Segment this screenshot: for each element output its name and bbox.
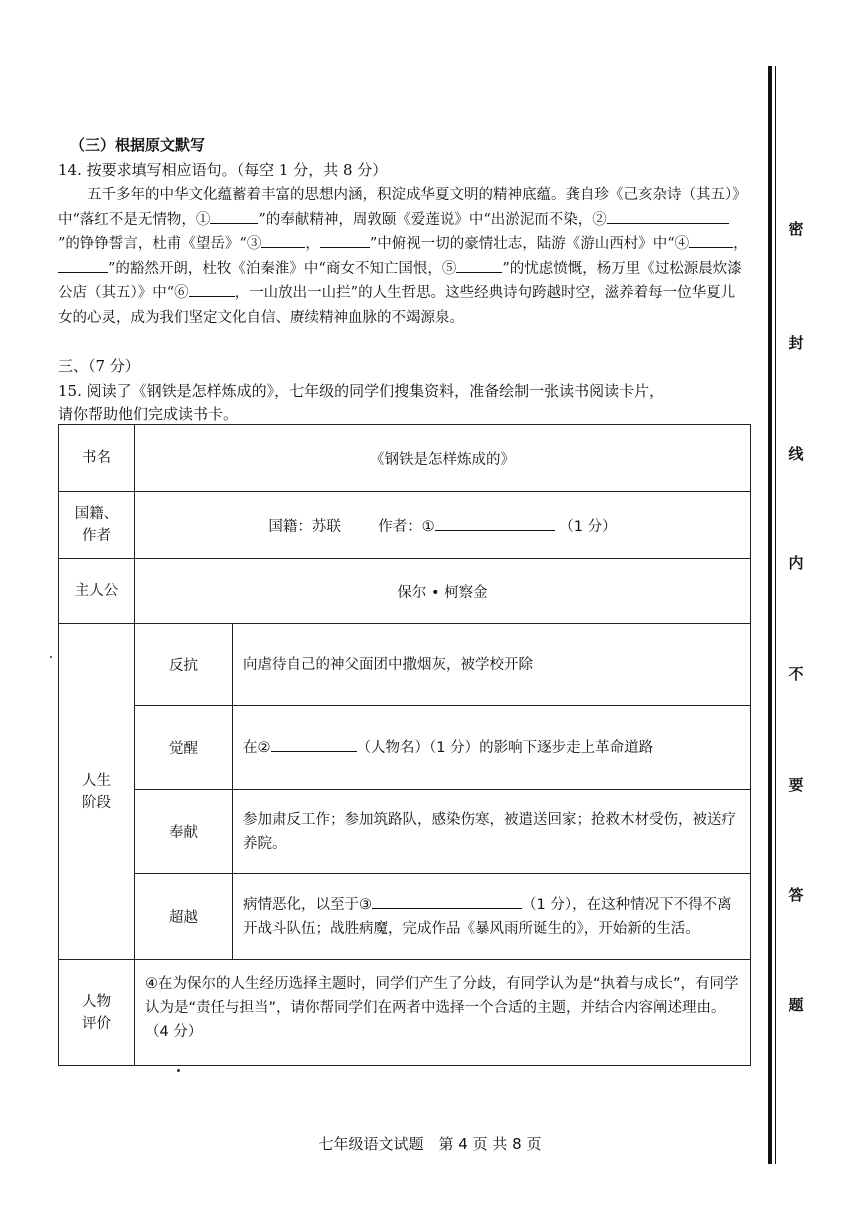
label-line: 作者 <box>82 528 111 544</box>
answer-blank-2[interactable] <box>607 209 729 224</box>
table-row <box>59 960 751 1066</box>
passage-text: 五千多年的中华文化蕴蓄着丰富的思想内涵，积淀成华夏文明的精神底蕴。龚自珍《己亥杂诗（其五）》中“落红不是无情物，① <box>58 187 747 228</box>
label-line: 评价 <box>82 1015 111 1032</box>
answer-blank-4b[interactable] <box>58 258 108 273</box>
label-line: 人生 <box>82 772 111 789</box>
condition-answer-blank[interactable] <box>372 894 522 909</box>
stage-text: 在② <box>243 739 271 756</box>
binding-line <box>768 66 772 1164</box>
answer-blank-4a[interactable] <box>689 233 733 248</box>
stage-text: 病情恶化，以至于③ <box>243 896 372 913</box>
question-14-prompt: 14. 按要求填写相应语句。（每空 1 分，共 8 分） <box>58 161 388 179</box>
passage-text: ”的铮铮誓言，杜甫《望岳》“③ <box>58 236 262 252</box>
author-answer-blank[interactable] <box>435 516 555 531</box>
stage-description <box>233 706 751 790</box>
section-title: （三）根据原文默写 <box>70 136 206 154</box>
scan-speck <box>50 656 52 658</box>
binding-char: 封 <box>788 334 804 352</box>
nationality-author-value <box>135 492 751 559</box>
scan-speck <box>177 1069 180 1072</box>
table-row <box>59 624 751 706</box>
author-score: （1 分） <box>559 518 617 535</box>
stage-description <box>233 874 751 960</box>
stage-name: 反抗 <box>135 624 233 706</box>
passage-text: ”中俯视一切的豪情壮志，陆游《游山西村》中“④ <box>369 236 690 252</box>
book-title-value: 《钢铁是怎样炼成的》 <box>135 425 751 492</box>
stage-text: （1 分），在这种情况下不得不离开战斗队伍；战胜病魔，完成作品《暴风雨所诞生的》，开始新的生活。 <box>243 896 732 937</box>
label-line: 阶段 <box>82 794 111 811</box>
stage-text: （人物名）（1 分）的影响下逐步走上革命道路 <box>356 739 654 756</box>
answer-blank-3b[interactable] <box>320 233 370 248</box>
answer-blank-1[interactable] <box>210 209 258 224</box>
binding-char: 题 <box>788 996 804 1014</box>
character-evaluation-prompt: ④在为保尔的人生经历选择主题时，同学们产生了分歧，有同学认为是“执着与成长”，有同学认为是“责任与担当”，请你帮同学们在两者中选择一个合适的主题，并结合内容阐述理由。（4 分） <box>135 960 751 1066</box>
stage-name: 超越 <box>135 874 233 960</box>
passage-text: ”的忧虑愤慨，杨万里《过松源晨炊漆公店（其五）》中“⑥ <box>58 260 742 301</box>
table-row <box>59 706 751 790</box>
passage-text: ”的奉献精神，周敦颐《爱莲说》中“出淤泥而不染，② <box>258 211 607 228</box>
answer-blank-5[interactable] <box>456 258 502 273</box>
passage-text: ， <box>733 236 748 252</box>
answer-blank-3a[interactable] <box>261 233 305 248</box>
author-prefix: 作者：① <box>378 518 435 535</box>
label-line: 国籍、 <box>74 506 119 522</box>
reading-card-table <box>58 424 751 1066</box>
question-14-passage <box>58 183 748 330</box>
table-row <box>59 425 751 492</box>
binding-line-thin <box>775 66 776 1164</box>
stage-description: 参加肃反工作；参加筑路队，感染伤寒，被遣送回家；抢救木材受伤，被送疗养院。 <box>233 790 751 874</box>
passage-text: ， <box>305 236 320 252</box>
binding-char: 密 <box>788 220 804 238</box>
stage-name: 觉醒 <box>135 706 233 790</box>
character-evaluation-label <box>59 960 135 1066</box>
page-footer: 七年级语文试题 第 4 页 共 8 页 <box>318 1135 542 1153</box>
question-15-prompt-line1: 15. 阅读了《钢铁是怎样炼成的》，七年级的同学们搜集资料，准备绘制一张读书阅读卡片， <box>58 382 665 400</box>
part-title: 三、（7 分） <box>58 357 140 375</box>
book-title-label: 书名 <box>59 425 135 492</box>
life-stage-label <box>59 624 135 960</box>
table-row <box>59 492 751 559</box>
table-row <box>59 790 751 874</box>
nationality-value: 国籍：苏联 <box>268 518 341 535</box>
stage-description: 向虐待自己的神父面团中撒烟灰，被学校开除 <box>233 624 751 706</box>
person-name-blank[interactable] <box>271 737 357 752</box>
binding-char: 答 <box>788 886 804 904</box>
answer-blank-6[interactable] <box>189 282 235 297</box>
binding-char: 要 <box>788 776 804 794</box>
binding-char: 内 <box>788 554 804 572</box>
nationality-author-label <box>59 492 135 559</box>
binding-char: 不 <box>788 665 804 683</box>
question-15-prompt-line2: 请你帮助他们完成读书卡。 <box>58 405 239 423</box>
stage-name: 奉献 <box>135 790 233 874</box>
passage-text: ”的豁然开朗，杜牧《泊秦淮》中“商女不知亡国恨，⑤ <box>108 260 457 277</box>
passage-text: ，一山放出一山拦”的人生哲思。这些经典诗句跨越时空，滋养着每一位华夏儿女的心灵，成为我们坚定文化自信、赓续精神血脉的不竭源泉。 <box>58 285 736 326</box>
table-row <box>59 559 751 624</box>
binding-char: 线 <box>788 445 804 463</box>
protagonist-value: 保尔 • 柯察金 <box>135 559 751 624</box>
table-row <box>59 874 751 960</box>
label-line: 人物 <box>82 993 111 1010</box>
protagonist-label: 主人公 <box>59 559 135 624</box>
